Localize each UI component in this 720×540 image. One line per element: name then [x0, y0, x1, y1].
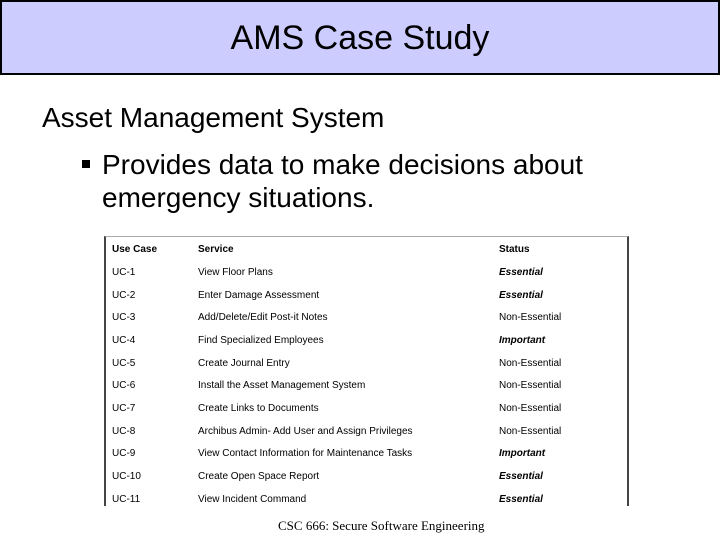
- use-case-cell: UC-1: [112, 266, 136, 278]
- service-cell: Archibus Admin- Add User and Assign Privileges: [198, 425, 413, 437]
- service-cell: Install the Asset Management System: [198, 380, 366, 392]
- service-cell: Create Links to Documents: [198, 402, 319, 414]
- table-row: [106, 352, 627, 375]
- table-row: [106, 306, 627, 329]
- status-cell: Essential: [499, 493, 543, 505]
- column-header-use-case: Use Case: [112, 243, 158, 255]
- table-row: [106, 329, 627, 352]
- status-cell: Essential: [499, 289, 543, 301]
- use-case-cell: UC-8: [112, 425, 136, 437]
- use-case-cell: UC-11: [112, 493, 141, 505]
- service-cell: View Incident Command: [198, 493, 307, 505]
- table-body: [106, 261, 627, 506]
- title-bar: [0, 0, 720, 75]
- bullet-text: Provides data to make decisions about emergency situations.: [102, 149, 583, 213]
- status-cell: Important: [499, 334, 546, 346]
- use-case-cell: UC-10: [112, 471, 141, 483]
- use-case-cell: UC-7: [112, 402, 136, 414]
- square-bullet-icon: [82, 160, 90, 168]
- table-row: [106, 488, 627, 506]
- use-case-cell: UC-2: [112, 289, 136, 301]
- status-cell: Non-Essential: [499, 312, 562, 324]
- service-cell: Enter Damage Assessment: [198, 289, 320, 301]
- status-cell: Non-Essential: [499, 402, 562, 414]
- bullet-item: [82, 148, 682, 214]
- column-header-status: Status: [499, 243, 530, 255]
- status-cell: Important: [499, 448, 546, 460]
- slide-heading: Asset Management System: [42, 102, 385, 133]
- service-cell: Add/Delete/Edit Post-it Notes: [198, 312, 328, 324]
- use-case-cell: UC-3: [112, 312, 136, 324]
- table-row: [106, 261, 627, 284]
- table-row: [106, 397, 627, 420]
- use-case-cell: UC-5: [112, 357, 136, 369]
- service-cell: Find Specialized Employees: [198, 334, 324, 346]
- status-cell: Essential: [499, 471, 543, 483]
- service-cell: View Contact Information for Maintenance Tasks: [198, 448, 413, 460]
- use-case-table-image: [104, 236, 629, 506]
- service-cell: Create Open Space Report: [198, 471, 320, 483]
- use-case-cell: UC-4: [112, 334, 136, 346]
- table-row: [106, 420, 627, 443]
- use-case-cell: UC-6: [112, 380, 136, 392]
- slide-title: AMS Case Study: [230, 18, 490, 57]
- slide-footer: CSC 666: Secure Software Engineering: [278, 518, 485, 533]
- status-cell: Non-Essential: [499, 380, 562, 392]
- service-cell: Create Journal Entry: [198, 357, 290, 369]
- status-cell: Non-Essential: [499, 425, 562, 437]
- status-cell: Non-Essential: [499, 357, 562, 369]
- service-cell: View Floor Plans: [198, 266, 273, 278]
- table-row: [106, 465, 627, 488]
- table-row: [106, 374, 627, 397]
- use-case-cell: UC-9: [112, 448, 136, 460]
- table-row: [106, 443, 627, 466]
- table-row: [106, 284, 627, 307]
- use-case-table: [106, 237, 627, 506]
- table-header-row: [106, 237, 627, 261]
- status-cell: Essential: [499, 266, 543, 278]
- column-header-service: Service: [198, 243, 234, 255]
